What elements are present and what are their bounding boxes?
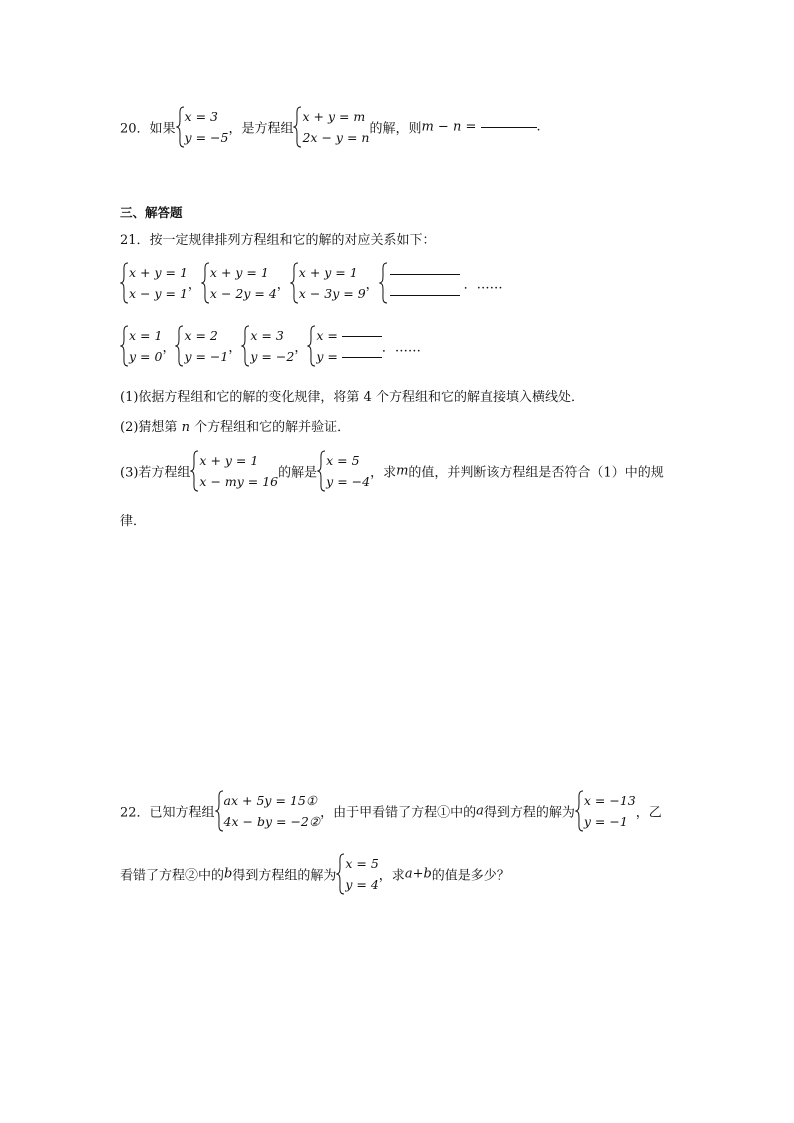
q22-b: ，由于甲看错了方程①中的 bbox=[320, 805, 477, 821]
q22-sol1-row1: x = −13 bbox=[583, 793, 636, 808]
q22-h: 的值是多少？ bbox=[431, 868, 510, 884]
q22-sys-row2: 4x − by = −2② bbox=[223, 814, 321, 829]
q21-part-3-solution bbox=[317, 450, 370, 492]
q21-part-3-d: 的值，并判断该方程组是否符合（1）中的规 bbox=[408, 465, 664, 481]
q20-expression: m − n = bbox=[421, 119, 477, 135]
q21-solution-3 bbox=[241, 325, 294, 367]
q21-sol1-row2: y = 0 bbox=[129, 349, 163, 364]
q21-part-1: (1)依据方程组和它的解的变化规律，将第 4 个方程组和它的解直接填入横线处． bbox=[120, 390, 584, 405]
q22-sum: a+b bbox=[404, 866, 432, 882]
q20-mid: ，是方程组 bbox=[228, 121, 294, 137]
q21-sys2-row1: x + y = 1 bbox=[209, 265, 269, 280]
question-20 bbox=[120, 106, 541, 148]
q20-sys2-row2: 2x − y = n bbox=[302, 130, 370, 145]
q21-solution-4-blank bbox=[307, 325, 382, 367]
q21-p3-sys-row1: x + y = 1 bbox=[199, 453, 259, 468]
left-brace-icon bbox=[336, 853, 345, 895]
left-brace-icon bbox=[120, 325, 129, 367]
q21-sol4-y-blank bbox=[342, 357, 382, 358]
section-heading: 三、解答题 bbox=[120, 205, 183, 220]
q20-sys1-row1: x = 3 bbox=[184, 109, 218, 124]
q21-part-2-n: n bbox=[181, 420, 190, 435]
q21-system-2 bbox=[201, 262, 277, 304]
q21-system-1 bbox=[120, 262, 188, 304]
q21-sys1-row1: x + y = 1 bbox=[129, 265, 188, 280]
left-brace-icon bbox=[575, 790, 584, 832]
q21-p3-sys-row2: x − my = 16 bbox=[199, 474, 279, 489]
q22-e: 看错了方程②中的 bbox=[120, 868, 225, 884]
comma: ， bbox=[162, 340, 176, 356]
q22-sol1-row2: y = −1 bbox=[583, 814, 628, 829]
ellipsis: ．…… bbox=[463, 277, 503, 293]
left-brace-icon bbox=[201, 262, 210, 304]
q22-a: 22．已知方程组 bbox=[120, 805, 215, 821]
q21-part-3-system bbox=[190, 450, 278, 492]
q22-sol2-row2: y = 4 bbox=[345, 877, 379, 892]
q21-p3-sol-row1: x = 5 bbox=[326, 453, 360, 468]
q21-system-4-blank bbox=[379, 262, 464, 304]
q22-sol2-row1: x = 5 bbox=[345, 856, 379, 871]
q22-var-a: a bbox=[476, 803, 484, 819]
q20-solution-system bbox=[176, 106, 229, 148]
question-22-continued bbox=[120, 853, 510, 895]
q22-system bbox=[215, 790, 321, 832]
left-brace-icon bbox=[175, 325, 184, 367]
q21-sys1-row2: x − y = 1 bbox=[129, 286, 188, 301]
q21-solution-1 bbox=[120, 325, 162, 367]
left-brace-icon bbox=[241, 325, 250, 367]
q22-solution-1 bbox=[575, 790, 636, 832]
q20-prefix: 20．如果 bbox=[120, 121, 176, 137]
q21-part-3-b: 的解是 bbox=[278, 465, 318, 481]
q21-system-3 bbox=[290, 262, 366, 304]
left-brace-icon bbox=[379, 262, 388, 304]
comma: ， bbox=[276, 277, 290, 293]
q21-intro: 21．按一定规律排列方程组和它的解的对应关系如下： bbox=[120, 233, 436, 248]
q22-g: ，求 bbox=[378, 868, 405, 884]
q21-sol2-row2: y = −1 bbox=[184, 349, 229, 364]
q21-p3-sol-row2: y = −4 bbox=[326, 474, 371, 489]
q21-sys2-row2: x − 2y = 4 bbox=[209, 286, 277, 301]
left-brace-icon bbox=[290, 262, 299, 304]
comma: ， bbox=[294, 340, 308, 356]
q21-eq4-blank-1 bbox=[390, 274, 460, 275]
left-brace-icon bbox=[176, 106, 185, 148]
q21-sys3-row1: x + y = 1 bbox=[298, 265, 358, 280]
q21-part-3-m: m bbox=[396, 463, 409, 479]
q21-sol3-row2: y = −2 bbox=[250, 349, 295, 364]
q21-part-2-a: (2)猜想第 bbox=[120, 420, 178, 435]
q21-sol1-row1: x = 1 bbox=[129, 328, 163, 343]
q21-solution-2 bbox=[175, 325, 228, 367]
q21-part-2 bbox=[120, 416, 350, 435]
left-brace-icon bbox=[307, 325, 316, 367]
left-brace-icon bbox=[293, 106, 302, 148]
comma: ， bbox=[228, 340, 242, 356]
q21-part-2-b: 个方程组和它的解并验证． bbox=[194, 420, 351, 435]
q21-sol3-row1: x = 3 bbox=[250, 328, 284, 343]
q21-part-3-continued: 律． bbox=[120, 514, 147, 529]
q20-sys2-row1: x + y = m bbox=[302, 109, 366, 124]
ellipsis: ．…… bbox=[381, 340, 421, 356]
left-brace-icon bbox=[215, 790, 224, 832]
q20-end: . bbox=[536, 119, 541, 135]
q22-f: 得到方程组的解为 bbox=[232, 868, 337, 884]
q21-sys3-row2: x − 3y = 9 bbox=[298, 286, 366, 301]
question-22 bbox=[120, 790, 662, 832]
q21-sol2-row1: x = 2 bbox=[184, 328, 218, 343]
q21-part-3-c: ，求 bbox=[370, 465, 397, 481]
comma: ， bbox=[187, 277, 201, 293]
q21-part-3 bbox=[120, 450, 664, 492]
q20-answer-blank bbox=[481, 127, 537, 128]
left-brace-icon bbox=[317, 450, 326, 492]
q21-sol4-y-label: y = bbox=[316, 349, 338, 364]
q20-sys1-row2: y = −5 bbox=[184, 130, 229, 145]
q21-sol4-x-blank bbox=[342, 336, 382, 337]
q22-d: ，乙 bbox=[635, 805, 662, 821]
q22-solution-2 bbox=[336, 853, 378, 895]
q21-sol4-x-label: x = bbox=[316, 328, 338, 343]
left-brace-icon bbox=[190, 450, 199, 492]
q20-equation-system bbox=[293, 106, 369, 148]
q22-var-b: b bbox=[224, 866, 233, 882]
q21-eq4-blank-2 bbox=[390, 295, 460, 296]
comma: ， bbox=[365, 277, 379, 293]
q20-after: 的解，则 bbox=[369, 121, 422, 137]
q21-part-3-a: (3)若方程组 bbox=[120, 465, 191, 481]
q22-c: 得到方程的解为 bbox=[483, 805, 575, 821]
q22-sys-row1: ax + 5y = 15① bbox=[223, 793, 318, 808]
left-brace-icon bbox=[120, 262, 129, 304]
q21-solutions-row bbox=[120, 325, 421, 367]
q21-equations-row bbox=[120, 262, 503, 304]
